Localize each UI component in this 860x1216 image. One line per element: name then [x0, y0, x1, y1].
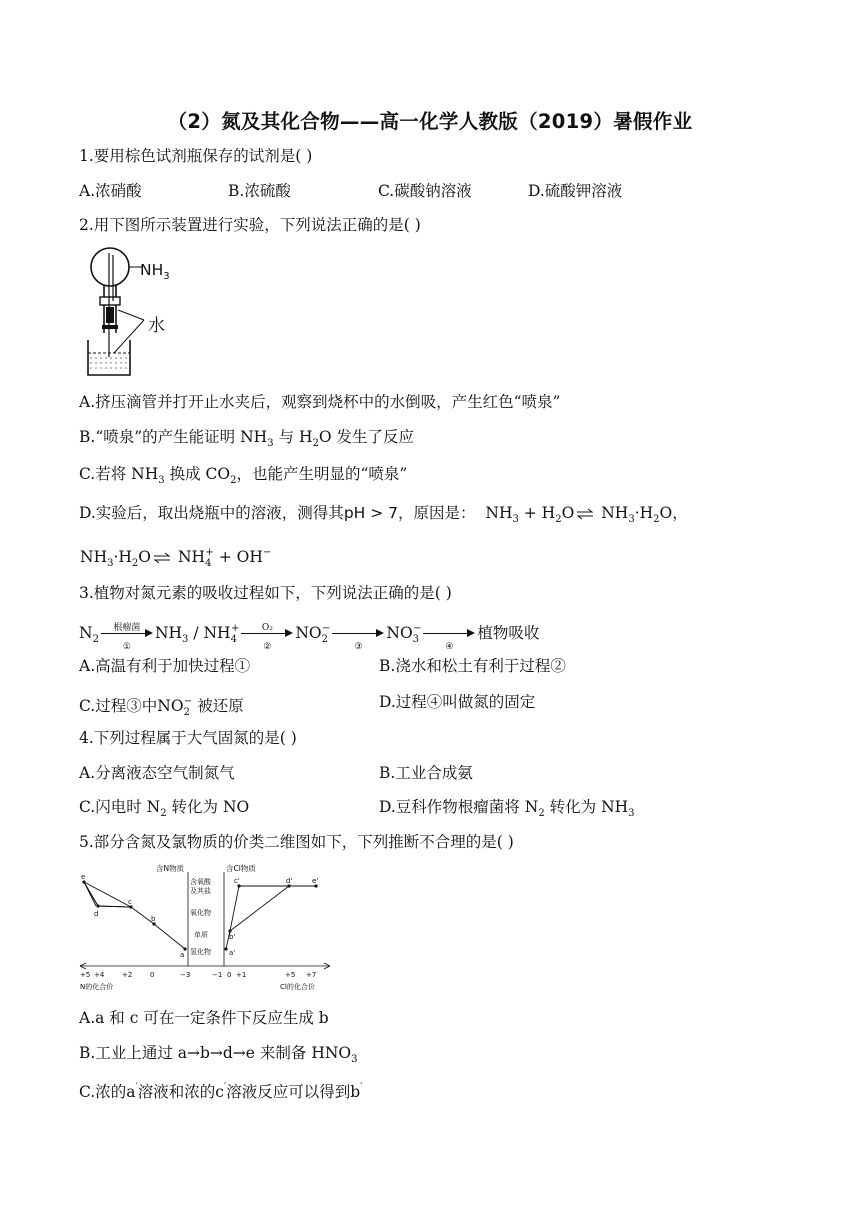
- q1-option-b: B.浓硫酸: [228, 182, 291, 200]
- axis-cl-valence: Cl的化合价: [280, 983, 315, 991]
- q3-stem: 3.植物对氮元素的吸收过程如下，下列说法正确的是( ): [79, 584, 452, 602]
- point-e: e: [81, 873, 86, 881]
- diagram-n-title: 含N物质: [156, 864, 185, 873]
- q1-stem: 1.要用棕色试剂瓶保存的试剂是( ): [79, 147, 313, 165]
- point-b-prime: b': [229, 933, 236, 941]
- q2-option-d-line1: D.实验后，取出烧瓶中的溶液，测得其pH > 7，原因是： $NH_3 + H_2O$ $NH_3\cdot H_2O$，: [79, 504, 688, 525]
- point-c-prime: c': [234, 877, 240, 885]
- q4-option-b: B.工业合成氨: [379, 764, 473, 782]
- tick-n-zero: 0: [150, 971, 155, 979]
- axis-n-valence: N的化合价: [80, 983, 114, 991]
- tick-n-plus2: +2: [122, 971, 133, 979]
- q5-option-a: A.a 和 c 可在一定条件下反应生成 b: [79, 1009, 329, 1027]
- point-b: b: [151, 915, 156, 923]
- q5-option-b: B.工业上通过 a→b→d→e 来制备 $HNO_3$: [79, 1044, 358, 1065]
- q3-option-b: B.浇水和松土有利于过程②: [379, 657, 566, 675]
- category-oxyacid-salt: 及其盐: [190, 887, 211, 895]
- arrow-step-3: ③: [332, 624, 384, 644]
- page-title: （2）氮及其化合物——高一化学人教版（2019）暑假作业: [167, 110, 693, 133]
- point-a-prime: a': [229, 949, 236, 957]
- valence-category-diagram: [76, 858, 336, 996]
- fig-label-water: 水: [148, 316, 165, 336]
- q5-stem: 5.部分含氮及氯物质的价类二维图如下，下列推断不合理的是( ): [79, 833, 514, 851]
- point-d: d: [94, 910, 99, 918]
- tick-cl-plus5: +5: [285, 971, 296, 979]
- q3-option-a: A.高温有利于加快过程①: [79, 657, 251, 675]
- q2-option-a: A.挤压滴管并打开止水夹后，观察到烧杯中的水倒吸，产生红色“喷泉”: [79, 393, 561, 411]
- equilibrium-arrow-icon: [153, 549, 171, 567]
- q5-option-c: C.浓的a′溶液和浓的c′溶液反应可以得到b′: [79, 1082, 363, 1101]
- point-d-prime: d': [286, 877, 293, 885]
- q2-stem: 2.用下图所示装置进行实验，下列说法正确的是( ): [79, 216, 421, 234]
- diagram-cl-title: 含Cl物质: [226, 864, 256, 873]
- tick-cl-plus1: +1: [236, 971, 247, 979]
- tick-n-plus4: +4: [94, 971, 105, 979]
- equilibrium-arrow-icon: [576, 505, 594, 523]
- tick-n-plus5: +5: [80, 971, 91, 979]
- arrow-step-4: ④: [423, 624, 475, 644]
- q4-option-d: D.豆科作物根瘤菌将 $N_2$ 转化为 $NH_3$: [379, 798, 635, 819]
- fountain-apparatus-figure: [80, 245, 190, 380]
- category-oxyacid: 含氧酸: [190, 878, 211, 886]
- category-hydride: 氢化物: [190, 948, 211, 956]
- q1-option-d: D.硫酸钾溶液: [528, 182, 623, 200]
- q2-option-b: B.“喷泉”的产生能证明 $NH_3$ 与 $H_2O$ 发生了反应: [79, 428, 414, 449]
- point-c: c: [128, 898, 132, 906]
- tick-cl-zero: 0: [227, 971, 232, 979]
- arrow-step-1: 根瘤菌 ①: [101, 624, 153, 644]
- q3-option-c: C.过程③中$NO_2^-$ 被还原: [79, 696, 244, 718]
- fig-label-nh3: $NH_3$: [140, 261, 170, 282]
- tick-n-minus3: −3: [180, 971, 191, 979]
- q4-stem: 4.下列过程属于大气固氮的是( ): [79, 729, 297, 747]
- q3-pathway: $N_2$ 根瘤菌 ① $NH_3 / NH_4^+$ O₂ ② $NO_2^-$ ③ $NO_3^-$ ④ 植物吸收: [79, 623, 540, 652]
- q4-option-c: C.闪电时 $N_2$ 转化为 NO: [79, 798, 250, 819]
- tick-cl-minus1: −1: [212, 971, 223, 979]
- tick-cl-plus7: +7: [306, 971, 317, 979]
- q1-option-c: C.碳酸钠溶液: [378, 182, 472, 200]
- category-element: 单质: [194, 931, 208, 939]
- point-e-prime: e': [312, 877, 319, 885]
- q1-option-a: A.浓硝酸: [79, 182, 142, 200]
- q2-option-d-line2: $NH_3\cdot H_2O$ $NH_4^+ + OH^-$: [80, 547, 272, 569]
- arrow-step-2: O₂ ②: [241, 624, 293, 644]
- point-a: a: [180, 951, 185, 959]
- q4-option-a: A.分离液态空气制氮气: [79, 764, 235, 782]
- category-oxide: 氧化物: [190, 909, 211, 917]
- q2-option-c: C.若将 $NH_3$ 换成 $CO_2$，也能产生明显的“喷泉”: [79, 465, 408, 486]
- q3-option-d: D.过程④叫做氮的固定: [379, 693, 536, 711]
